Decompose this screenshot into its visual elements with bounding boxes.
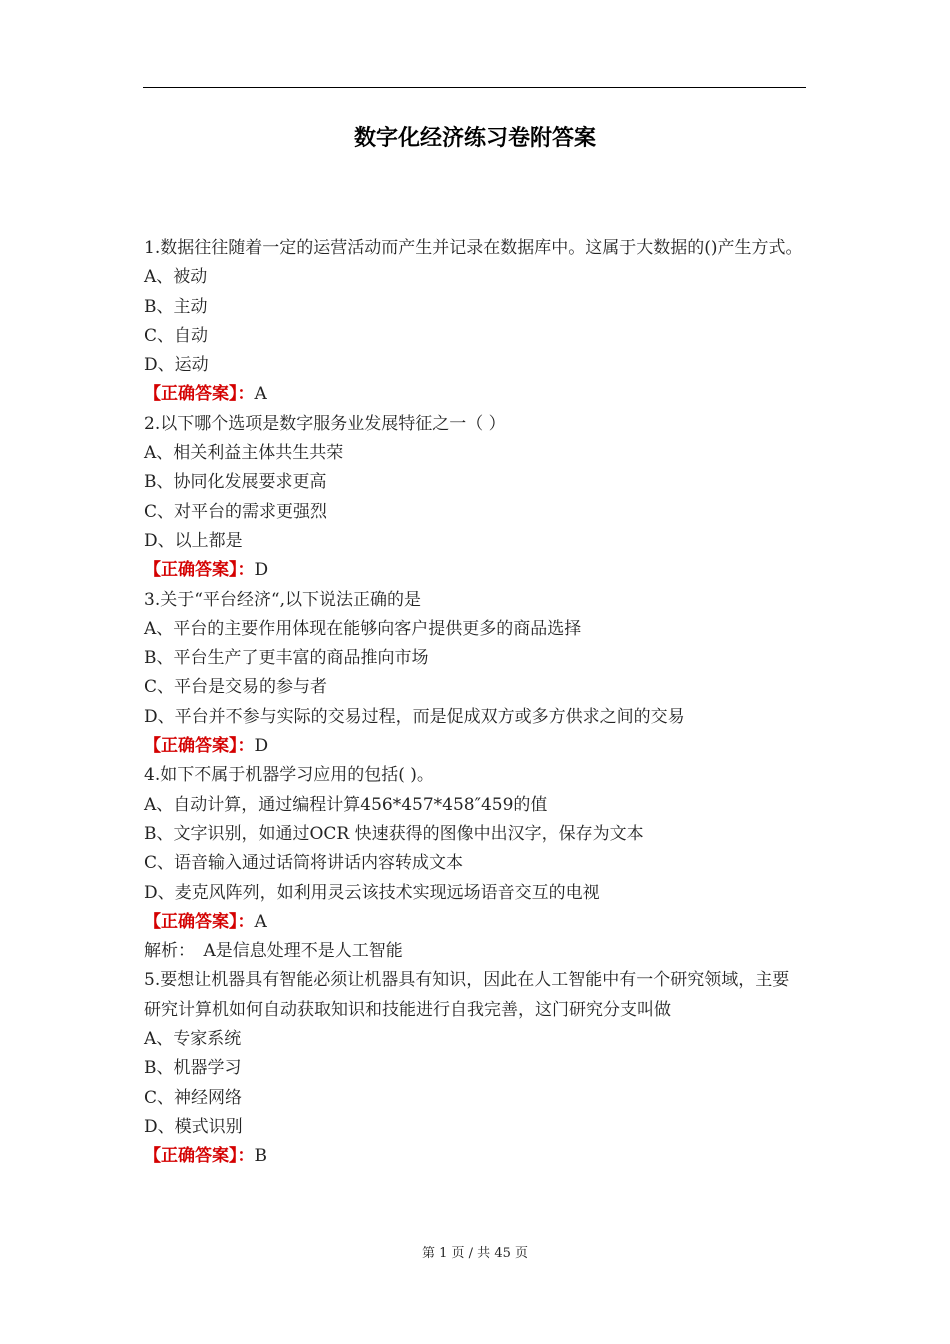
option-d: D、以上都是 bbox=[144, 530, 243, 551]
option-c: C、自动 bbox=[144, 325, 209, 346]
question-1 bbox=[144, 234, 804, 410]
option-c: C、神经网络 bbox=[144, 1087, 243, 1108]
analysis-text: 解析： A是信息处理不是人工智能 bbox=[144, 941, 403, 962]
question-4 bbox=[144, 761, 804, 966]
answer-line bbox=[144, 732, 804, 761]
option-a: A、专家系统 bbox=[144, 1029, 242, 1050]
answer-value: A bbox=[254, 911, 267, 932]
header-rule bbox=[143, 87, 806, 88]
option-d: D、模式识别 bbox=[144, 1116, 243, 1137]
option-b: B、平台生产了更丰富的商品推向市场 bbox=[144, 648, 429, 669]
option-b: B、协同化发展要求更高 bbox=[144, 472, 327, 493]
question-stem: 1.数据往往随着一定的运营活动而产生并记录在数据库中。这属于大数据的()产生方式。 bbox=[144, 238, 803, 258]
question-3 bbox=[144, 586, 804, 762]
option-d: D、麦克风阵列，如利用灵云该技术实现远场语音交互的电视 bbox=[144, 882, 600, 903]
answer-line bbox=[144, 556, 804, 585]
answer-label: 【正确答案】： bbox=[144, 384, 255, 405]
option-d: D、平台并不参与实际的交易过程，而是促成双方或多方供求之间的交易 bbox=[144, 706, 685, 727]
option-b: B、文字识别，如通过OCR 快速获得的图像中出汉字，保存为文本 bbox=[144, 823, 644, 844]
question-5 bbox=[144, 966, 804, 1171]
option-a: A、被动 bbox=[144, 267, 208, 288]
option-c: C、对平台的需求更强烈 bbox=[144, 501, 328, 522]
question-2 bbox=[144, 410, 804, 586]
option-b: B、主动 bbox=[144, 296, 208, 317]
question-stem: 5.要想让机器具有智能必须让机器具有知识，因此在人工智能中有一个研究领域，主要研究计算机如何自动获取知识和技能进行自我完善，这门研究分支叫做 bbox=[144, 970, 790, 1020]
option-a: A、自动计算，通过编程计算456*457*458″459的值 bbox=[144, 794, 548, 815]
answer-line bbox=[144, 380, 804, 409]
answer-value: D bbox=[254, 736, 269, 757]
question-stem: 3.关于“平台经济“,以下说法正确的是 bbox=[144, 589, 422, 610]
answer-label: 【正确答案】： bbox=[144, 1146, 255, 1167]
question-stem: 4.如下不属于机器学习应用的包括( )。 bbox=[144, 765, 434, 786]
option-c: C、语音输入通过话筒将讲话内容转成文本 bbox=[144, 853, 464, 874]
answer-label: 【正确答案】： bbox=[144, 911, 255, 932]
page-footer: 第 1 页 / 共 45 页 bbox=[422, 1246, 528, 1261]
answer-label: 【正确答案】： bbox=[144, 560, 255, 581]
answer-value: B bbox=[254, 1146, 267, 1167]
document-title: 数字化经济练习卷附答案 bbox=[353, 126, 596, 151]
option-d: D、运动 bbox=[144, 355, 209, 376]
question-stem: 2.以下哪个选项是数字服务业发展特征之一（ ） bbox=[144, 413, 506, 434]
answer-line bbox=[144, 908, 804, 937]
option-b: B、机器学习 bbox=[144, 1058, 242, 1079]
answer-value: A bbox=[254, 384, 267, 405]
answer-line bbox=[144, 1142, 804, 1171]
option-c: C、平台是交易的参与者 bbox=[144, 677, 328, 698]
question-list bbox=[144, 234, 804, 1172]
option-a: A、平台的主要作用体现在能够向客户提供更多的商品选择 bbox=[144, 618, 582, 639]
answer-label: 【正确答案】： bbox=[144, 736, 255, 757]
option-a: A、相关利益主体共生共荣 bbox=[144, 443, 344, 464]
answer-value: D bbox=[254, 560, 269, 581]
